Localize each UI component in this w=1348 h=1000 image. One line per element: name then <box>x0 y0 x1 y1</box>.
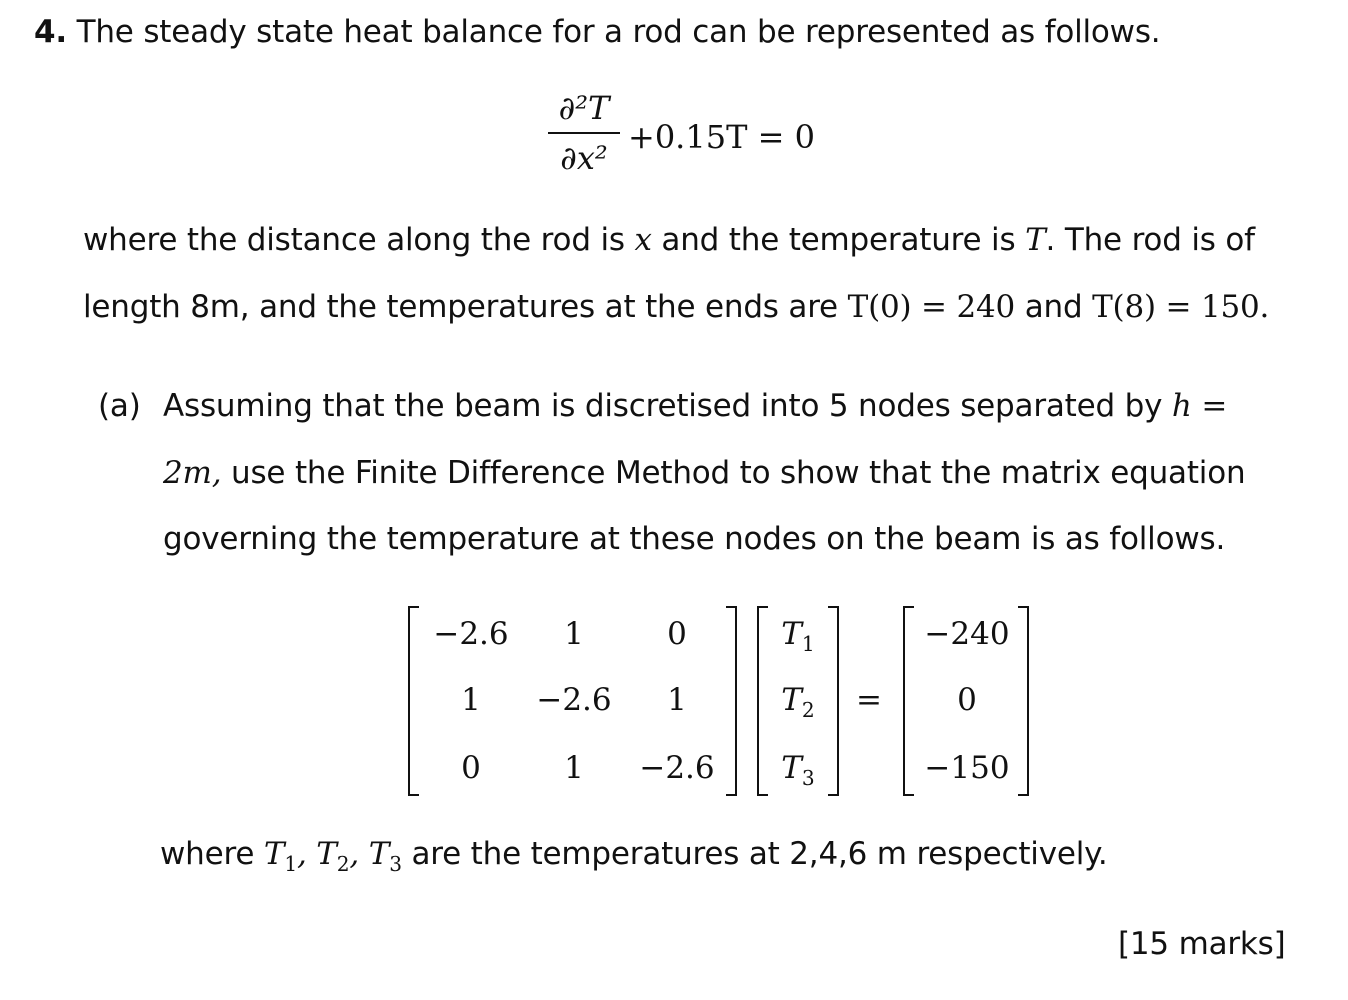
var-x: x <box>634 222 652 258</box>
var-base: T <box>781 616 802 652</box>
equals-sign: = <box>856 682 882 718</box>
var-subscript: 3 <box>389 852 402 877</box>
pde-numerator: ∂²T <box>558 89 610 127</box>
matrix-cell: −2.6 <box>536 682 612 718</box>
text-segment: are the temperatures at 2,4,6 m respectively. <box>401 836 1108 872</box>
text-segment: Assuming that the beam is discretised into 5 nodes separated by <box>163 388 1172 424</box>
var-subscript: 3 <box>801 766 815 791</box>
unknown-T1 <box>748 616 848 657</box>
text-segment: use the Finite Difference Method to show that the matrix equation <box>221 455 1246 491</box>
part-a-line-2 <box>163 455 1245 491</box>
var-subscript: 2 <box>801 698 815 723</box>
h-equals: h = <box>1171 388 1228 424</box>
boundary-condition-2: T(8) = 150. <box>1092 289 1270 325</box>
var-base: T <box>781 682 802 718</box>
pde-rest: +0.15T = 0 <box>628 118 815 156</box>
var-T: T <box>1025 222 1046 258</box>
where-line <box>160 836 1108 877</box>
var-subscript: 1 <box>284 852 297 877</box>
matrix-cell: 0 <box>667 616 687 652</box>
matrix-cell: 1 <box>564 616 584 652</box>
rhs-left-bracket <box>903 606 914 796</box>
matrix-cell: 1 <box>564 750 584 786</box>
matrix-cell: −2.6 <box>639 750 715 786</box>
var-base: T <box>316 836 337 872</box>
pde-denominator: ∂x² <box>560 139 608 177</box>
boundary-condition-1: T(0) = 240 <box>847 289 1016 325</box>
matrix-left-bracket <box>408 606 419 796</box>
matrix-cell: 0 <box>461 750 481 786</box>
where-vars: $T_1$, $T_2$, $T_3$ <box>263 836 402 877</box>
text-segment: . The rod is of <box>1045 222 1255 258</box>
fraction-bar <box>548 132 620 134</box>
matrix-cell: 1 <box>461 682 481 718</box>
part-a-line-3: governing the temperature at these nodes on the beam is as follows. <box>163 521 1226 557</box>
var-base: T <box>263 836 285 872</box>
spacing-value: 2m, <box>163 455 222 491</box>
question-number: 4. <box>34 14 67 50</box>
marks-label: [15 marks] <box>1118 926 1286 962</box>
matrix-cell: 1 <box>667 682 687 718</box>
rhs-right-bracket <box>1018 606 1029 796</box>
rhs-cell: −150 <box>924 750 1010 786</box>
paragraph-line-2 <box>83 289 1269 325</box>
var-subscript: 1 <box>801 632 815 657</box>
var-base: T <box>368 836 390 872</box>
pde-fraction <box>548 88 620 178</box>
unknown-T2 <box>748 682 848 723</box>
part-a-line-1 <box>163 388 1227 424</box>
var-subscript: 2 <box>336 852 350 877</box>
question-line-1 <box>34 14 1160 50</box>
text-segment: and the temperature is <box>651 222 1026 258</box>
text-segment: where <box>160 836 264 872</box>
text-segment: length 8m, and the temperatures at the ends are <box>83 289 848 325</box>
question-intro: The steady state heat balance for a rod can be represented as follows. <box>76 14 1161 50</box>
unknown-T3 <box>748 750 848 791</box>
part-a-label: (a) <box>98 388 141 424</box>
var-base: T <box>781 750 802 786</box>
paragraph-line-1 <box>83 222 1255 258</box>
text-segment: and <box>1015 289 1093 325</box>
rhs-cell: 0 <box>957 682 977 718</box>
rhs-cell: −240 <box>924 616 1010 652</box>
matrix-right-bracket <box>726 606 737 796</box>
matrix-cell: −2.6 <box>433 616 509 652</box>
text-segment: where the distance along the rod is <box>83 222 635 258</box>
